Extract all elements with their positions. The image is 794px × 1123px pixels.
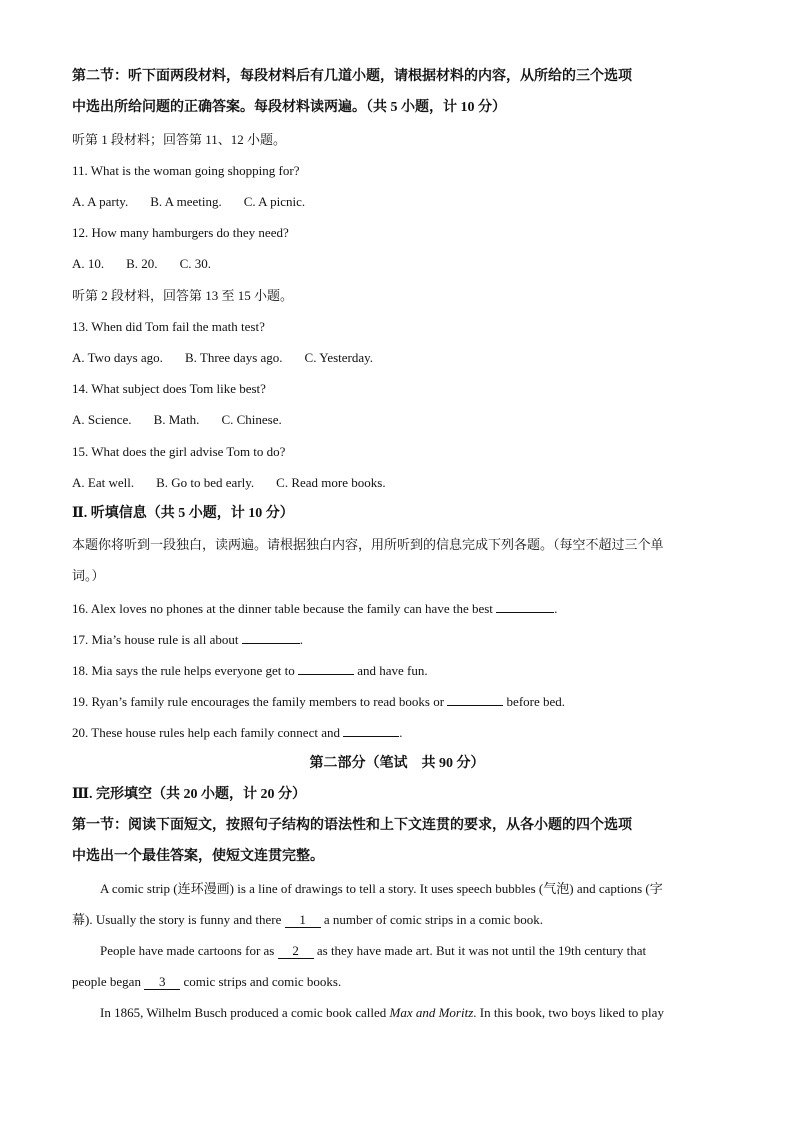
passage-text: as they have made art. But it was not until the 19th century that [313, 943, 647, 958]
question-text: 17. Mia’s house rule is all about [72, 632, 242, 647]
question-15-options [72, 474, 408, 492]
part-two-title: 第二部分（笔试 共 90 分） [309, 756, 485, 771]
question-text: . [554, 601, 558, 616]
passage-text: In 1865, Wilhelm Busch produced a comic book called [100, 1005, 390, 1020]
answer-blank[interactable] [298, 661, 354, 675]
passage-paragraph2-line1 [100, 942, 646, 960]
option: B. Three days ago. [184, 350, 283, 365]
passage-text: 幕). Usually the story is funny and there [72, 912, 285, 927]
passage-text: comic strips and comic books. [180, 974, 342, 989]
option: A. 10. [72, 256, 105, 271]
option: C. Read more books. [276, 475, 386, 490]
question-text: 18. Mia says the rule helps everyone get to [72, 663, 298, 678]
question-text: 19. Ryan’s family rule encourages the family members to read books or [72, 694, 448, 709]
option: A. Eat well. [72, 475, 135, 490]
question-19 [72, 692, 565, 711]
question-13-options [72, 349, 395, 367]
material2-instruction: 听第 2 段材料，回答第 13 至 15 小题。 [72, 288, 294, 303]
question-14: 14. What subject does Tom like best? [72, 381, 266, 396]
part3-section1-line1: 第一节：阅读下面短文，按照句子结构的语法性和上下文连贯的要求，从各小题的四个选项 [72, 818, 632, 833]
answer-blank[interactable] [447, 692, 503, 706]
passage-text: . In this book, two boys liked to play [473, 1005, 664, 1020]
question-11-options [72, 193, 327, 211]
option: C. Yesterday. [304, 350, 374, 365]
cloze-blank-3[interactable]: 3 [144, 975, 180, 990]
option: A. A party. [72, 194, 129, 209]
question-text: before bed. [503, 694, 566, 709]
option: A. Two days ago. [72, 350, 163, 365]
question-13: 13. When did Tom fail the math test? [72, 319, 265, 334]
option: B. Go to bed early. [156, 475, 255, 490]
answer-blank[interactable] [242, 630, 300, 644]
question-text: . [399, 725, 403, 740]
part3-heading: Ⅲ. 完形填空（共 20 小题，计 20 分） [72, 787, 307, 802]
question-18 [72, 661, 428, 680]
passage-text: people began [72, 974, 145, 989]
book-title: Max and Moritz [389, 1005, 474, 1020]
question-20 [72, 723, 402, 742]
question-text: 20. These house rules help each family connect and [72, 725, 344, 740]
answer-blank[interactable] [496, 599, 554, 613]
passage-paragraph2-line2 [72, 973, 341, 991]
passage-paragraph1-line1: A comic strip (连环漫画) is a line of drawings to tell a story. It uses speech bubbles (气泡) and captions (字 [100, 881, 663, 896]
cloze-blank-2[interactable]: 2 [278, 944, 314, 959]
question-15: 15. What does the girl advise Tom to do? [72, 444, 286, 459]
option: B. 20. [126, 256, 158, 271]
cloze-blank-1[interactable]: 1 [285, 913, 321, 928]
question-12-options [72, 255, 233, 273]
option: C. 30. [179, 256, 211, 271]
section2-heading-line1: 第二节：听下面两段材料，每段材料后有几道小题，请根据材料的内容，从所给的三个选项 [72, 69, 632, 84]
part3-section1-line2: 中选出一个最佳答案，使短文连贯完整。 [72, 849, 324, 864]
option: C. Chinese. [221, 412, 282, 427]
material1-instruction: 听第 1 段材料；回答第 11、12 小题。 [72, 132, 287, 147]
answer-blank[interactable] [343, 723, 399, 737]
passage-paragraph3-line1 [100, 1004, 664, 1022]
question-text: 16. Alex loves no phones at the dinner table because the family can have the best [72, 601, 497, 616]
question-text: and have fun. [354, 663, 428, 678]
part2-heading: Ⅱ. 听填信息（共 5 小题，计 10 分） [72, 506, 294, 521]
option: A. Science. [72, 412, 132, 427]
passage-text: People have made cartoons for as [100, 943, 278, 958]
option: B. Math. [153, 412, 200, 427]
part2-instruction-line2: 词。） [72, 568, 105, 583]
passage-paragraph1-line2 [72, 911, 543, 929]
question-11: 11. What is the woman going shopping for? [72, 163, 300, 178]
passage-text: a number of comic strips in a comic book. [320, 912, 544, 927]
question-12: 12. How many hamburgers do they need? [72, 225, 289, 240]
question-text: . [299, 632, 303, 647]
part2-instruction-line1: 本题你将听到一段独白，读两遍。请根据独白内容，用所听到的信息完成下列各题。（每空不超过三个单 [72, 537, 664, 552]
option: B. A meeting. [150, 194, 222, 209]
question-16 [72, 599, 557, 618]
question-14-options [72, 411, 304, 429]
option: C. A picnic. [243, 194, 306, 209]
section2-heading-line2: 中选出所给问题的正确答案。每段材料读两遍。（共 5 小题，计 10 分） [72, 100, 506, 115]
question-17 [72, 630, 303, 649]
